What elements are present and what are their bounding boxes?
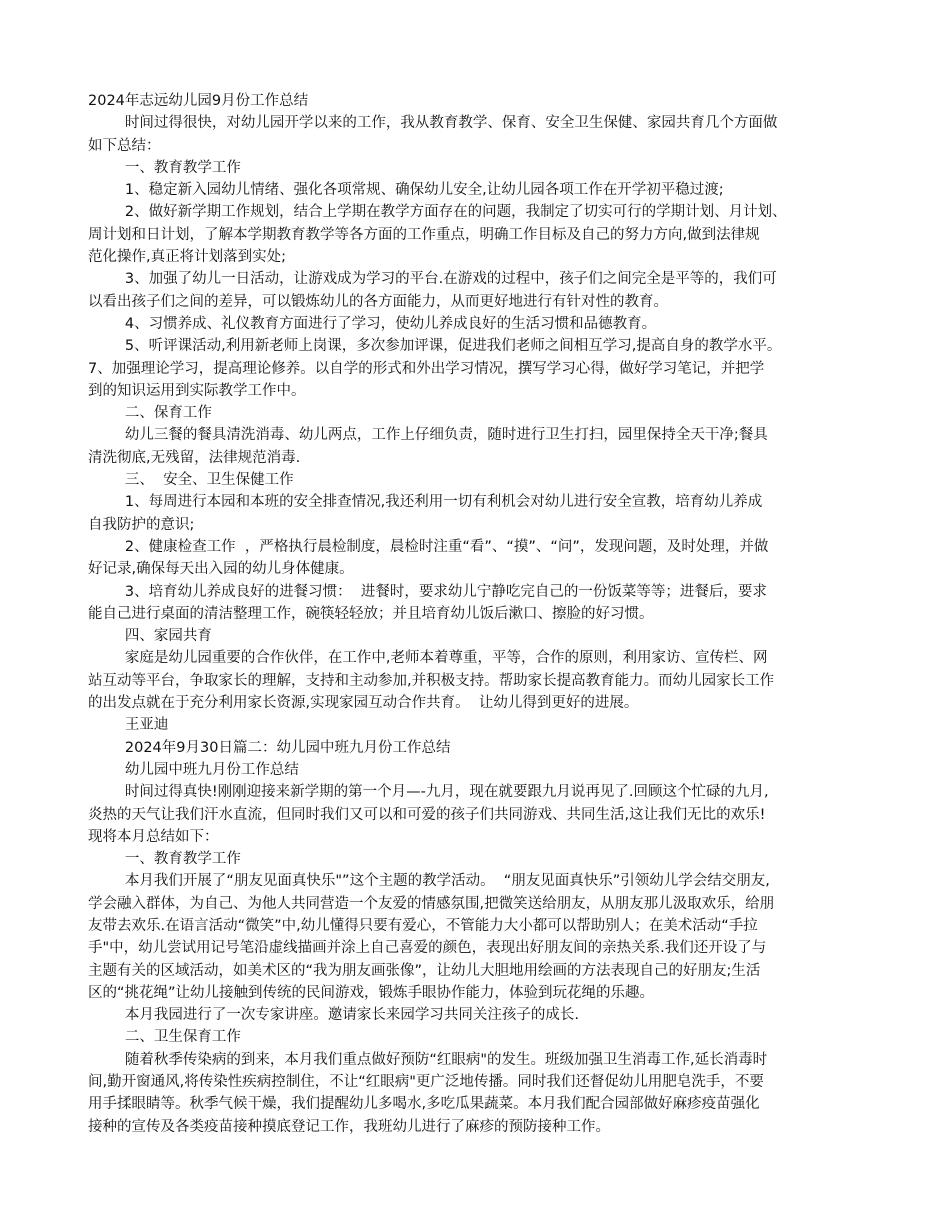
text-line: 时间过得真快!刚刚迎接来新学期的第一个月—-九月，现在就要跟九月说再见了.回顾这个忙碌的九月, — [88, 784, 769, 801]
text-line: 本月我园进行了一次专家讲座。邀请家长来园学习共同关注孩子的成长. — [88, 1007, 579, 1024]
text-line: 1、每周进行本园和本班的安全排查情况,我还利用一切有利机会对幼儿进行安全宣教，培育幼儿养成 — [88, 494, 763, 511]
text-line: 以看出孩子们之间的差异，可以锻炼幼儿的各方面能力，从而更好地进行有针对性的教育。 — [88, 293, 668, 310]
document-title: 2024年志远幼儿园9月份工作总结 — [88, 93, 309, 109]
text-line: 1、稳定新入园幼儿情绪、强化各项常规、确保幼儿安全,让幼儿园各项工作在开学初平稳过渡; — [88, 182, 724, 199]
text-line: 二、卫生保育工作 — [88, 1029, 241, 1046]
text-line: 站互动等平台，争取家长的理解，支持和主动参加,并积极支持。帮助家长提高教育能力。而幼儿园家长工作 — [88, 672, 775, 689]
text-line: 范化操作,真正将计划落到实处; — [88, 249, 286, 266]
text-line: 4、习惯养成、礼仪教育方面进行了学习，使幼儿养成良好的生活习惯和品德教育。 — [88, 315, 657, 332]
text-line: 随着秋季传染病的到来，本月我们重点做好预防“红眼病"的发生。班级加强卫生消毒工作,延长消毒时 — [88, 1051, 768, 1068]
text-line: 三、 安全、卫生保健工作 — [88, 472, 294, 489]
text-line: 幼儿园中班九月份工作总结 — [88, 761, 299, 778]
text-line: 本月我们开展了“朋友见面真快乐"”这个主题的教学活动。 “朋友见面真快乐”引领幼儿学会结交朋友, — [88, 873, 770, 890]
text-line: 自我防护的意识; — [88, 516, 195, 533]
text-line: 的出发点就在于充分利用家长资源,实现家园互动合作共育。 让幼儿得到更好的进展。 — [88, 695, 639, 712]
text-line: 四、家园共育 — [88, 628, 212, 645]
text-line: 现将本月总结如下： — [88, 828, 219, 845]
text-line: 5、听评课活动,利用新老师上岗课，多次参加评课，促进我们老师之间相互学习,提高自身的教学水平。 — [88, 338, 782, 355]
text-line: 用手揉眼睛等。秋季气候干燥，我们提醒幼儿多喝水,多吃瓜果蔬菜。本月我们配合园部做好麻疹疫苗强化 — [88, 1096, 760, 1113]
text-line: 幼儿三餐的餐具清洗消毒、幼儿两点，工作上仔细负责，随时进行卫生打扫，园里保持全天干净;餐具 — [88, 427, 768, 444]
text-line: 如下总结： — [88, 137, 161, 154]
text-line: 手"中，幼儿尝试用记号笔沿虚线描画并涂上自己喜爱的颜色，表现出好朋友间的亲热关系.我们还开设了与 — [88, 940, 767, 957]
text-line: 家庭是幼儿园重要的合作伙伴，在工作中,老师本着尊重，平等，合作的原则，利用家访、宣传栏、网 — [88, 650, 768, 667]
text-line: 2024年9月30日篇二：幼儿园中班九月份工作总结 — [88, 739, 451, 756]
text-line: 2、健康检查工作 ，严格执行晨检制度，晨检时注重“看”、“摸”、“问”，发现问题，及时处理，并做 — [88, 538, 769, 555]
text-line: 主题有关的区域活动，如美术区的“我为朋友画张像”，让幼儿大胆地用绘画的方法表现自己的好朋友;生活 — [88, 962, 761, 979]
text-line: 接种的宣传及各类疫苗接种摸底登记工作，我班幼儿进行了麻疹的预防接种工作。 — [88, 1118, 610, 1135]
text-line: 2、做好新学期工作规划，结合上学期在教学方面存在的问题，我制定了切实可行的学期计划、月计划、 — [88, 204, 787, 221]
text-line: 区的“挑花绳”让幼儿接触到传统的民间游戏，锻炼手眼协作能力，体验到玩花绳的乐趣。 — [88, 984, 655, 1001]
text-line: 能自己进行桌面的清洁整理工作，碗筷轻轻放；并且培育幼儿饭后漱口、擦脸的好习惯。 — [88, 605, 654, 622]
text-line: 二、保育工作 — [88, 405, 212, 422]
text-line: 3、培育幼儿养成良好的进餐习惯： 进餐时，要求幼儿宁静吃完自己的一份饭菜等等；进餐后，要求 — [88, 583, 767, 600]
text-line: 间,勤开窗通风,将传染性疾病控制住，不让“红眼病"更广泛地传播。同时我们还督促幼儿用肥皂洗手，不要 — [88, 1074, 764, 1091]
text-line: 友带去欢乐.在语言活动“微笑”中,幼儿懂得只要有爱心，不管能力大小都可以帮助别人；在美术活动“手拉 — [88, 917, 758, 934]
text-line: 7、加强理论学习，提高理论修养。以自学的形式和外出学习情况，撰写学习心得，做好学习笔记，并把学 — [88, 360, 765, 377]
text-line: 炎热的天气让我们汗水直流，但同时我们又可以和可爱的孩子们共同游戏、共同生活,这让我们无比的欢乐! — [88, 806, 766, 823]
text-line: 王亚迪 — [88, 717, 169, 734]
text-line: 一、教育教学工作 — [88, 851, 241, 868]
text-line: 到的知识运用到实际教学工作中。 — [88, 382, 306, 399]
text-line: 时间过得很快，对幼儿园开学以来的工作，我从教育教学、保育、安全卫生保健、家园共育几个方面做 — [88, 115, 778, 132]
document-body — [88, 90, 866, 1138]
text-line: 学会融入群体，为自己、为他人共同营造一个友爱的情感氛围,把微笑送给朋友，从朋友那儿汲取欢乐，给朋 — [88, 895, 775, 912]
text-line: 周计划和日计划，了解本学期教育教学等各方面的工作重点，明确工作目标及自己的努力方向,做到法律规 — [88, 226, 760, 243]
text-line: 一、教育教学工作 — [88, 159, 241, 176]
text-line: 清洗彻底,无残留，法律规范消毒. — [88, 449, 301, 466]
text-line: 3、加强了幼儿一日活动，让游戏成为学习的平台.在游戏的过程中，孩子们之间完全是平等的，我们可 — [88, 271, 777, 288]
text-line: 好记录,确保每天出入园的幼儿身体健康。 — [88, 561, 354, 578]
